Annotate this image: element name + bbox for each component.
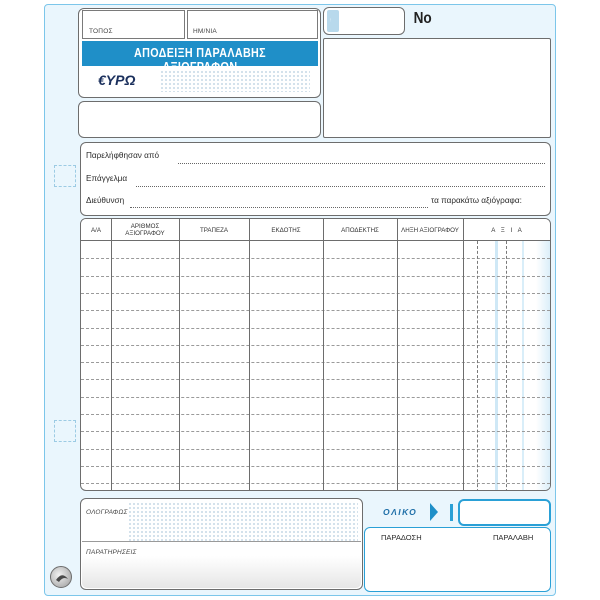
receipt-signature-field[interactable] bbox=[465, 548, 545, 588]
col-divider bbox=[323, 219, 324, 490]
date-field[interactable] bbox=[187, 10, 318, 39]
date-label: ΗΜ/ΝΙΑ bbox=[193, 28, 217, 35]
value-guide bbox=[495, 241, 498, 491]
total-label: ΟΛΙΚΟ bbox=[383, 507, 418, 517]
signature-panel bbox=[364, 527, 551, 592]
remarks-label: ΠΑΡΑΤΗΡΗΣΕΙΣ bbox=[86, 549, 137, 556]
title-band bbox=[82, 41, 318, 66]
place-field[interactable] bbox=[82, 10, 185, 39]
table-row[interactable] bbox=[81, 258, 550, 259]
total-field[interactable] bbox=[458, 499, 551, 526]
col-header-maturity: ΛΗΞΗ ΑΞΙΟΓΡΑΦΟΥ bbox=[401, 226, 459, 234]
currency-label: €ΥΡΩ bbox=[98, 72, 136, 88]
table-row[interactable] bbox=[81, 431, 550, 432]
total-arrow-icon bbox=[430, 503, 438, 521]
binder-hole bbox=[54, 165, 76, 187]
delivery-label: ΠΑΡΑΔΟΣΗ bbox=[381, 533, 422, 542]
table-row[interactable] bbox=[81, 293, 550, 294]
securities-below-label: τα παρακάτω αξιόγραφα: bbox=[431, 196, 522, 205]
table-row[interactable] bbox=[81, 276, 550, 277]
table-row[interactable] bbox=[81, 414, 550, 415]
table-row[interactable] bbox=[81, 483, 550, 484]
col-divider bbox=[397, 219, 398, 490]
value-subdivider bbox=[506, 241, 507, 491]
total-bracket bbox=[450, 504, 453, 521]
table-row[interactable] bbox=[81, 362, 550, 363]
col-header-issuer: ΕΚΔΟΤΗΣ bbox=[271, 226, 301, 234]
in-words-label: ΟΛΟΓΡΑΦΩΣ bbox=[86, 509, 128, 516]
securities-table bbox=[80, 218, 551, 491]
footer-divider bbox=[82, 541, 361, 542]
publisher-logo bbox=[50, 566, 72, 588]
profession-label: Επάγγελμα bbox=[86, 174, 128, 183]
binder-hole bbox=[54, 420, 76, 442]
address-label: Διεύθυνση bbox=[86, 196, 125, 205]
col-divider bbox=[249, 219, 250, 490]
col-header-payee: ΑΠΟΔΕΚΤΗΣ bbox=[341, 226, 379, 234]
series-tab: ⋯ bbox=[327, 10, 339, 32]
table-header bbox=[81, 219, 550, 241]
table-row[interactable] bbox=[81, 397, 550, 398]
value-shade bbox=[536, 241, 551, 491]
col-header-aa: Α/Α bbox=[91, 226, 101, 234]
table-row[interactable] bbox=[81, 328, 550, 329]
extra-field-box[interactable] bbox=[78, 101, 321, 138]
receipt-label: ΠΑΡΑΛΑΒΗ bbox=[493, 533, 534, 542]
place-label: ΤΟΠΟΣ bbox=[89, 28, 113, 35]
table-row[interactable] bbox=[81, 379, 550, 380]
remarks-field[interactable] bbox=[82, 556, 361, 588]
value-subdivider bbox=[477, 241, 478, 491]
table-row[interactable] bbox=[81, 310, 550, 311]
delivery-signature-field[interactable] bbox=[373, 548, 448, 588]
profession-line[interactable] bbox=[136, 186, 545, 187]
col-header-bank: ΤΡΑΠΕΖΑ bbox=[199, 226, 229, 234]
stamp-area[interactable] bbox=[323, 38, 551, 138]
col-header-number: ΑΡΙΘΜΟΣ ΑΞΙΟΓΡΑΦΟΥ bbox=[125, 223, 165, 237]
address-line[interactable] bbox=[130, 207, 428, 208]
page-title: ΑΠΟΔΕΙΞΗ ΠΑΡΑΛΑΒΗΣ bbox=[134, 46, 266, 60]
table-row[interactable] bbox=[81, 449, 550, 450]
col-header-value: Α Ξ Ι Α bbox=[491, 226, 524, 234]
col-divider bbox=[179, 219, 180, 490]
in-words-field[interactable] bbox=[128, 502, 358, 541]
dotted-pattern bbox=[160, 70, 310, 92]
received-from-line[interactable] bbox=[178, 163, 545, 164]
logo-mark-icon bbox=[51, 567, 73, 589]
table-row[interactable] bbox=[81, 345, 550, 346]
received-from-label: Παρελήφθησαν από bbox=[86, 151, 160, 160]
number-label: Νο bbox=[413, 10, 432, 27]
number-box bbox=[323, 7, 405, 35]
currency-area bbox=[82, 66, 318, 95]
col-divider bbox=[463, 219, 464, 490]
table-row[interactable] bbox=[81, 466, 550, 467]
col-divider bbox=[111, 219, 112, 490]
value-guide bbox=[522, 241, 524, 491]
